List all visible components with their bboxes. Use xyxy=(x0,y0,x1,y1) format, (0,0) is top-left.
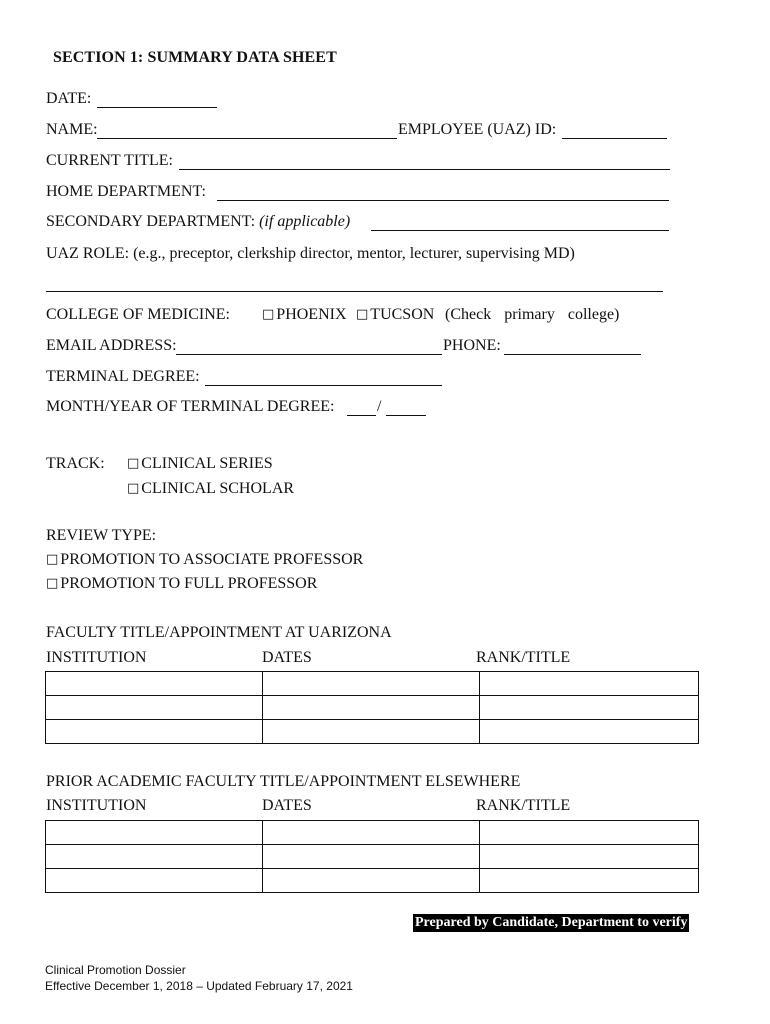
uaz-role-field[interactable] xyxy=(46,291,663,292)
prior-col-dates: DATES xyxy=(262,797,312,814)
track-option-clinical-series[interactable] xyxy=(127,455,273,473)
prepared-by-badge: Prepared by Candidate, Department to verify xyxy=(415,915,688,930)
review-type-label: REVIEW TYPE: xyxy=(46,527,157,544)
table-cell[interactable] xyxy=(263,821,480,845)
phone-field[interactable] xyxy=(504,354,641,355)
home-department-field[interactable] xyxy=(217,200,669,201)
table-cell[interactable] xyxy=(480,672,699,696)
current-col-institution: INSTITUTION xyxy=(46,649,147,666)
prior-col-institution: INSTITUTION xyxy=(46,797,147,814)
table-cell[interactable] xyxy=(46,720,263,744)
table-row xyxy=(46,720,699,744)
phoenix-checkbox[interactable]: □ xyxy=(262,307,275,322)
phoenix-option[interactable] xyxy=(262,306,347,324)
terminal-degree-date-label: MONTH/YEAR OF TERMINAL DEGREE: xyxy=(46,398,335,415)
clinical-series-label: CLINICAL SERIES xyxy=(141,455,273,472)
terminal-degree-label: TERMINAL DEGREE: xyxy=(46,368,200,385)
review-option-full[interactable] xyxy=(46,575,317,593)
tucson-label: TUCSON xyxy=(370,306,435,323)
table-cell[interactable] xyxy=(480,720,699,744)
tucson-checkbox[interactable]: □ xyxy=(356,307,369,322)
table-cell[interactable] xyxy=(46,869,263,893)
footer-dossier-title: Clinical Promotion Dossier xyxy=(45,963,186,977)
terminal-degree-year-field[interactable] xyxy=(386,415,426,416)
table-cell[interactable] xyxy=(263,869,480,893)
clinical-scholar-label: CLINICAL SCHOLAR xyxy=(141,480,295,497)
tucson-option[interactable] xyxy=(356,306,434,324)
employee-id-field[interactable] xyxy=(562,138,667,139)
date-field[interactable] xyxy=(97,107,217,108)
table-cell[interactable] xyxy=(480,821,699,845)
track-label: TRACK: xyxy=(46,455,105,472)
prior-col-rank: RANK/TITLE xyxy=(476,797,571,814)
home-department-label: HOME DEPARTMENT: xyxy=(46,183,206,200)
table-row xyxy=(46,845,699,869)
current-appointment-table xyxy=(45,671,699,744)
table-cell[interactable] xyxy=(46,672,263,696)
uaz-role-label: UAZ ROLE: (e.g., preceptor, clerkship director, mentor, lecturer, supervising MD) xyxy=(46,245,575,262)
current-appointment-heading: FACULTY TITLE/APPOINTMENT AT UARIZONA xyxy=(46,624,392,641)
table-cell[interactable] xyxy=(46,696,263,720)
table-cell[interactable] xyxy=(46,845,263,869)
current-title-field[interactable] xyxy=(179,169,670,170)
table-cell[interactable] xyxy=(480,845,699,869)
footer-effective-date: Effective December 1, 2018 – Updated February 17, 2021 xyxy=(45,979,353,993)
current-title-label: CURRENT TITLE: xyxy=(46,152,173,169)
table-cell[interactable] xyxy=(263,720,480,744)
table-cell[interactable] xyxy=(480,696,699,720)
check-primary-note: (Check primary college) xyxy=(445,306,620,323)
prior-appointment-table xyxy=(45,820,699,893)
current-col-rank: RANK/TITLE xyxy=(476,649,571,666)
table-cell[interactable] xyxy=(263,696,480,720)
date-slash: / xyxy=(377,398,382,415)
full-professor-label: PROMOTION TO FULL PROFESSOR xyxy=(60,575,318,592)
track-option-clinical-scholar[interactable] xyxy=(127,480,294,498)
table-cell[interactable] xyxy=(46,821,263,845)
terminal-degree-month-field[interactable] xyxy=(347,415,376,416)
clinical-series-checkbox[interactable]: □ xyxy=(127,456,140,471)
email-field[interactable] xyxy=(176,354,442,355)
terminal-degree-field[interactable] xyxy=(205,385,442,386)
name-field[interactable] xyxy=(97,138,397,139)
secondary-department-field[interactable] xyxy=(371,230,669,231)
date-label: DATE: xyxy=(46,90,92,107)
name-label: NAME: xyxy=(46,121,98,138)
phone-label: PHONE: xyxy=(443,337,501,354)
email-label: EMAIL ADDRESS: xyxy=(46,337,177,354)
table-cell[interactable] xyxy=(480,869,699,893)
secondary-department-text: SECONDARY DEPARTMENT: xyxy=(46,213,256,230)
table-row xyxy=(46,821,699,845)
clinical-scholar-checkbox[interactable]: □ xyxy=(127,481,140,496)
prior-appointment-heading: PRIOR ACADEMIC FACULTY TITLE/APPOINTMENT ELSEWHERE xyxy=(46,773,521,790)
current-col-dates: DATES xyxy=(262,649,312,666)
section-title: SECTION 1: SUMMARY DATA SHEET xyxy=(53,49,337,66)
table-row xyxy=(46,869,699,893)
full-professor-checkbox[interactable]: □ xyxy=(46,576,59,591)
table-row xyxy=(46,696,699,720)
table-cell[interactable] xyxy=(263,672,480,696)
table-row xyxy=(46,672,699,696)
table-cell[interactable] xyxy=(263,845,480,869)
employee-id-label: EMPLOYEE (UAZ) ID: xyxy=(398,121,557,138)
secondary-department-label xyxy=(46,213,350,231)
associate-professor-label: PROMOTION TO ASSOCIATE PROFESSOR xyxy=(60,551,364,568)
review-option-associate[interactable] xyxy=(46,551,363,569)
phoenix-label: PHOENIX xyxy=(276,306,347,323)
college-of-medicine-label: COLLEGE OF MEDICINE: xyxy=(46,306,230,323)
associate-professor-checkbox[interactable]: □ xyxy=(46,552,59,567)
if-applicable-note: (if applicable) xyxy=(259,213,351,230)
